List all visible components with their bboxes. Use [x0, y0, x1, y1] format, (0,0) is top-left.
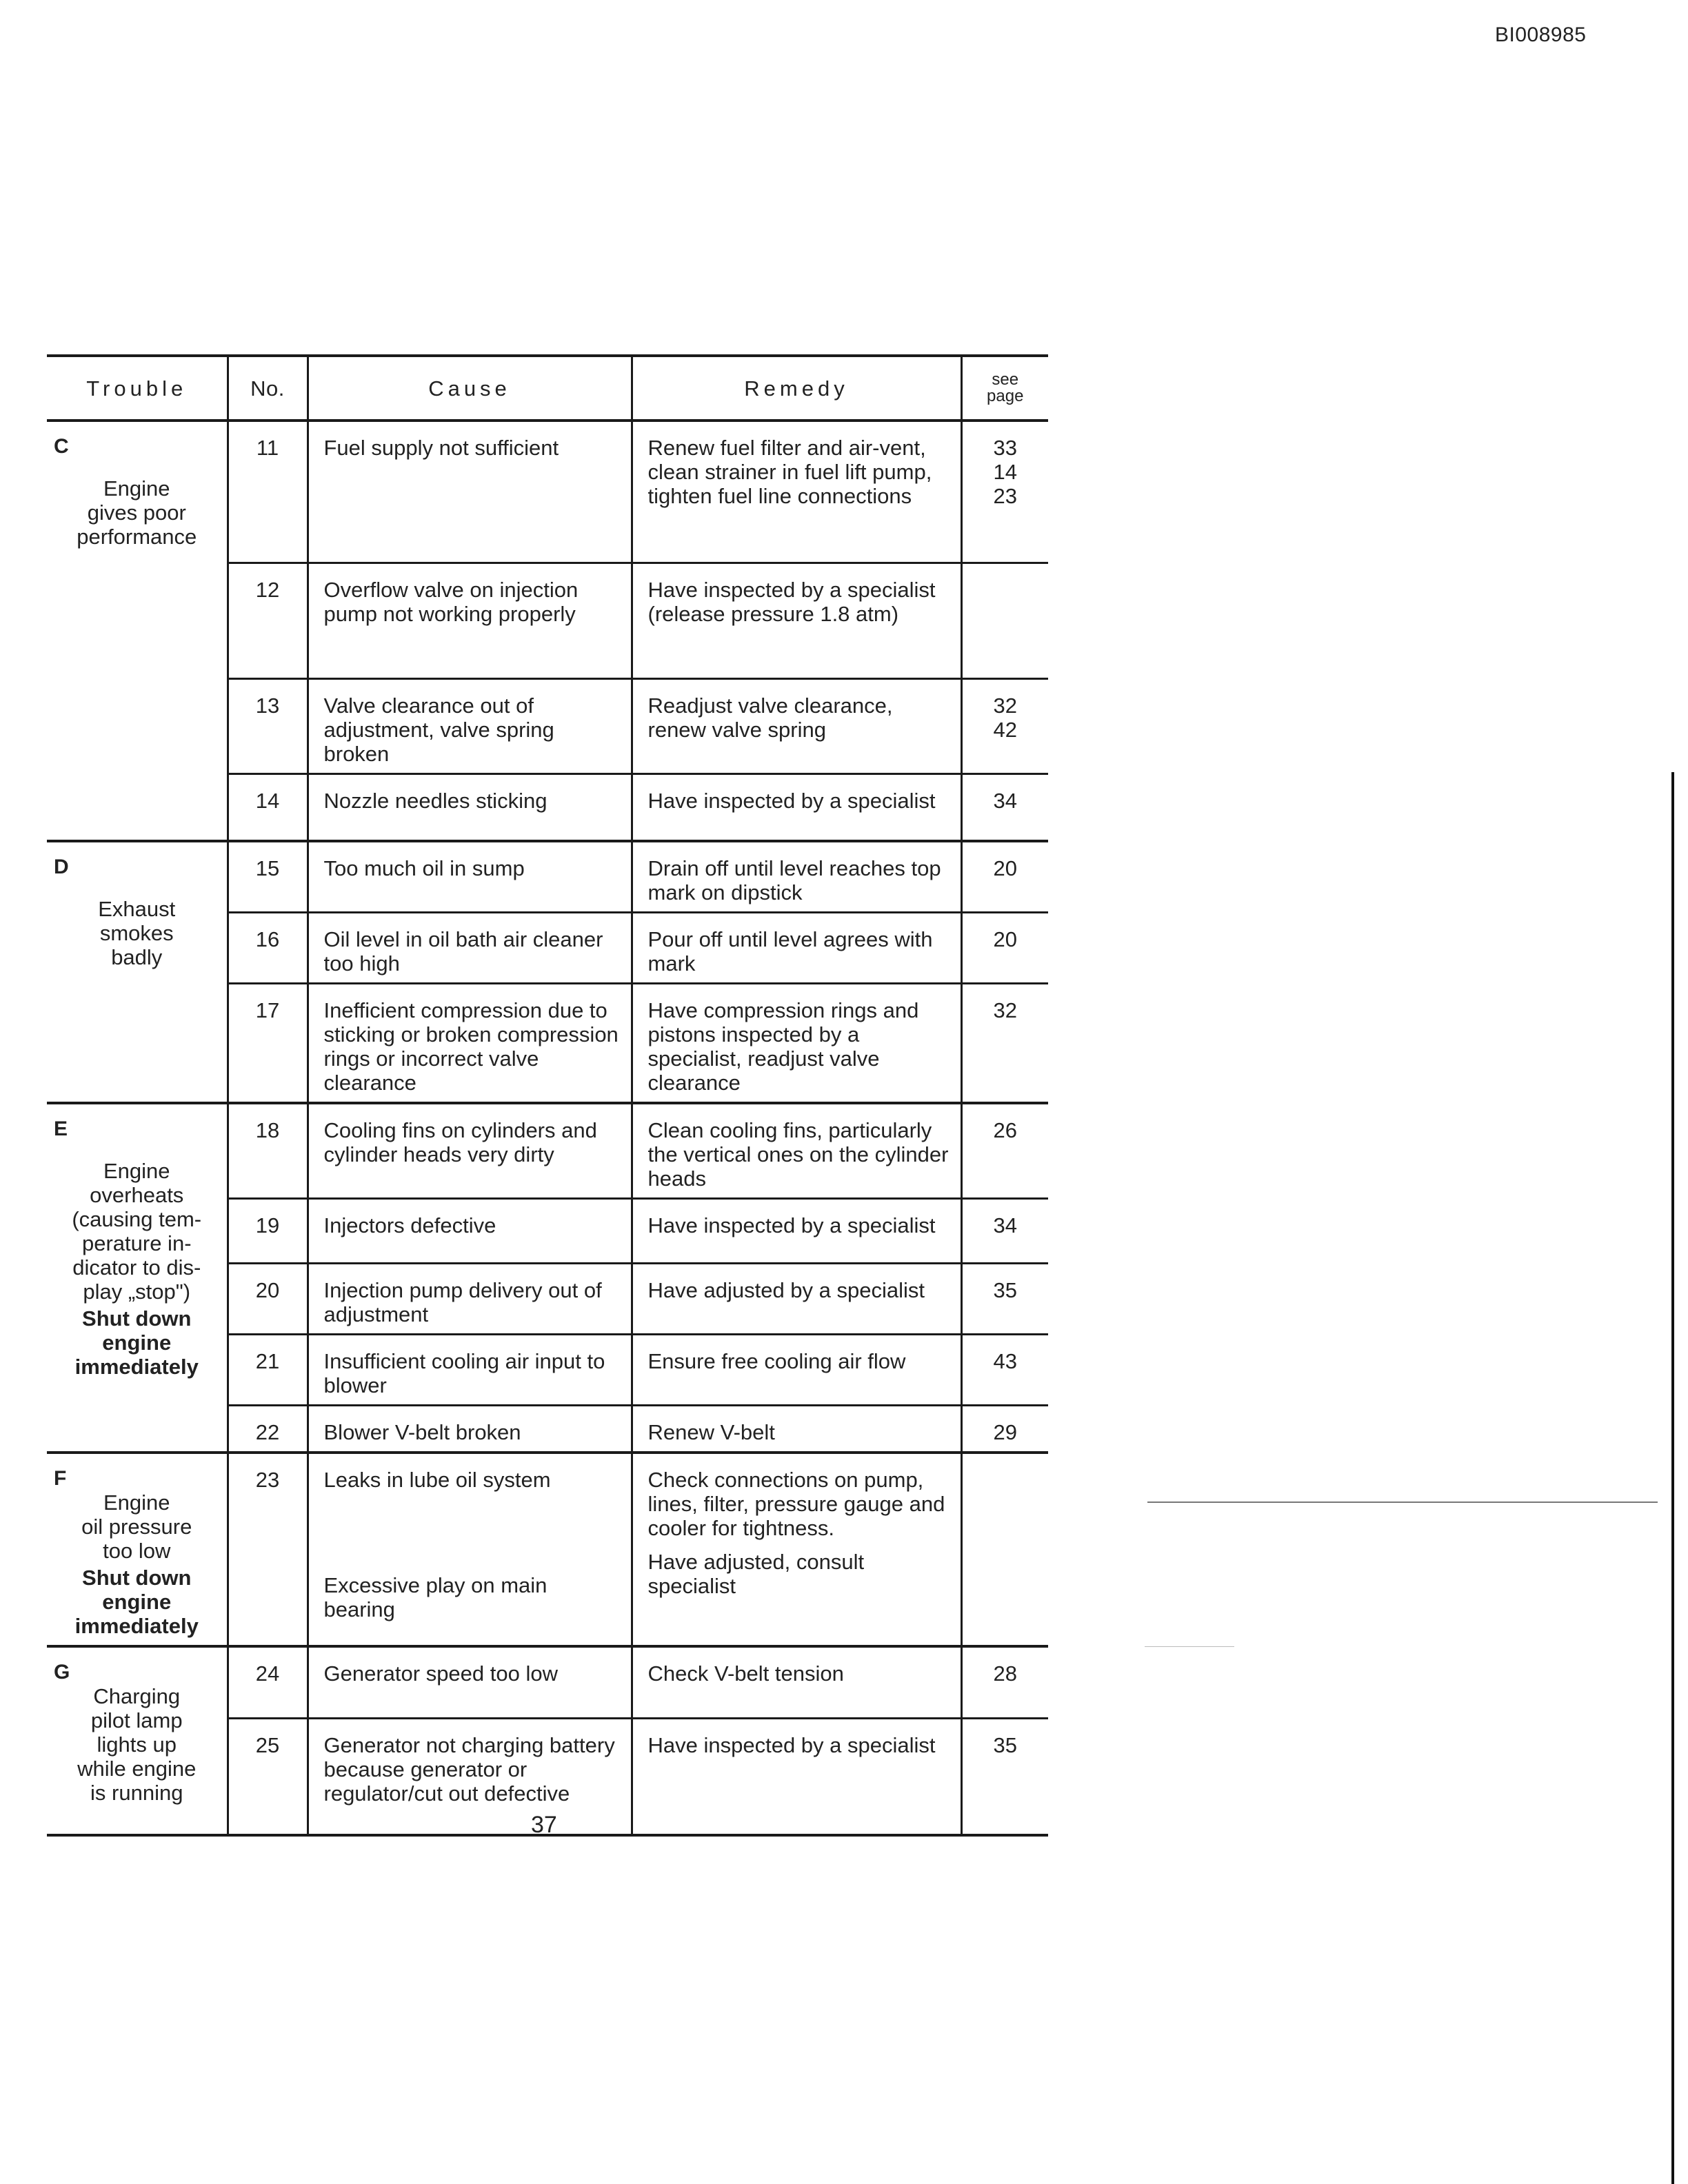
row-number: 13 [228, 678, 308, 774]
remedy-cell: Ensure free cooling air flow [632, 1335, 961, 1406]
cause-text: Leaks in lube oil system [323, 1468, 551, 1492]
row-number: 16 [228, 913, 308, 984]
document-id: BI008985 [1495, 23, 1587, 46]
see-page-cell [961, 421, 1048, 563]
group-description: Engine gives poor performance [77, 476, 197, 549]
cause-cell: Cooling fins on cylinders and cylinder heads very dirty [308, 1103, 632, 1199]
header-remedy: Remedy [632, 356, 961, 421]
cause-cell: Insufficient cooling air input to blower [308, 1335, 632, 1406]
remedy-text-secondary: Have adjusted, consult specialist [647, 1550, 865, 1598]
group-description: Engine oil pressure too low [81, 1490, 192, 1563]
troubleshooting-table [47, 354, 1048, 1837]
page-refs: 28 [993, 1661, 1017, 1686]
see-page-cell [961, 913, 1048, 984]
see-page-cell [961, 1199, 1048, 1264]
table-row [47, 1103, 1048, 1199]
page-refs: 29 [993, 1420, 1017, 1444]
see-page-cell [961, 1646, 1048, 1718]
header-see-page [961, 356, 1048, 421]
header-see-label: see [992, 370, 1019, 389]
page-refs: 33 14 23 [993, 436, 1017, 508]
page-number: 37 [531, 1812, 557, 1838]
trouble-group-f [47, 1453, 228, 1646]
see-page-cell [961, 1718, 1048, 1835]
remedy-cell: Have inspected by a specialist [632, 774, 961, 841]
see-page-cell [961, 1264, 1048, 1335]
cause-cell: Inefficient compression due to sticking or broken compression rings or incorrect valve clearance [308, 984, 632, 1104]
remedy-cell: Have adjusted by a specialist [632, 1264, 961, 1335]
remedy-cell: Renew V-belt [632, 1406, 961, 1453]
row-number: 23 [228, 1453, 308, 1646]
trouble-group-c [47, 421, 228, 841]
see-page-cell [961, 678, 1048, 774]
header-cause: Cause [308, 356, 632, 421]
cause-cell: Oil level in oil bath air cleaner too high [308, 913, 632, 984]
header-trouble: Trouble [47, 356, 228, 421]
row-number: 25 [228, 1718, 308, 1835]
page-refs: 35 [993, 1732, 1017, 1757]
see-page-cell [961, 841, 1048, 913]
page-refs: 34 [993, 788, 1017, 813]
group-letter: C [54, 435, 69, 458]
page-refs: 35 [993, 1278, 1017, 1302]
row-number: 11 [228, 421, 308, 563]
table-row [47, 1453, 1048, 1646]
see-page-cell [961, 1335, 1048, 1406]
remedy-cell: Check V-belt tension [632, 1646, 961, 1718]
scan-edge-line [1671, 772, 1674, 2184]
group-letter: G [54, 1661, 70, 1684]
header-no: No. [228, 356, 308, 421]
page-refs: 26 [993, 1118, 1017, 1142]
cause-cell: Blower V-belt broken [308, 1406, 632, 1453]
page-refs: 20 [993, 856, 1017, 880]
table-header-row [47, 356, 1048, 421]
see-page-cell [961, 984, 1048, 1104]
remedy-cell: Have inspected by a specialist (release pressure 1.8 atm) [632, 563, 961, 678]
cause-text-secondary: Excessive play on main bearing [323, 1573, 547, 1621]
row-number: 24 [228, 1646, 308, 1718]
cause-cell [308, 1453, 632, 1646]
scan-stray-dots [1145, 1646, 1234, 1647]
row-number: 18 [228, 1103, 308, 1199]
page-refs: 20 [993, 927, 1017, 951]
trouble-group-d [47, 841, 228, 1103]
cause-cell: Injection pump delivery out of adjustment [308, 1264, 632, 1335]
row-number: 15 [228, 841, 308, 913]
table-row [47, 421, 1048, 563]
see-page-cell [961, 1103, 1048, 1199]
page-refs: 43 [993, 1349, 1017, 1373]
shutdown-warning: Shut down engine immediately [74, 1566, 199, 1638]
group-description: Exhaust smokes badly [98, 897, 176, 969]
cause-cell: Injectors defective [308, 1199, 632, 1264]
page-refs: 32 [993, 998, 1017, 1022]
remedy-cell [632, 1453, 961, 1646]
group-letter: E [54, 1118, 68, 1140]
cause-cell: Overflow valve on injection pump not working properly [308, 563, 632, 678]
remedy-cell: Renew fuel filter and air-vent, clean strainer in fuel lift pump, tighten fuel line connections [632, 421, 961, 563]
remedy-cell: Readjust valve clearance, renew valve spring [632, 678, 961, 774]
remedy-text: Check connections on pump, lines, filter, pressure gauge and cooler for tightness. [647, 1468, 945, 1540]
trouble-group-g [47, 1646, 228, 1835]
see-page-cell [961, 1406, 1048, 1453]
cause-cell: Nozzle needles sticking [308, 774, 632, 841]
group-description: Engine overheats (causing tem- perature in- dicator to dis- play „stop") [72, 1159, 202, 1304]
trouble-group-e [47, 1103, 228, 1453]
see-page-cell [961, 1453, 1048, 1646]
table-row [47, 841, 1048, 913]
see-page-cell [961, 563, 1048, 678]
table-row [47, 1646, 1048, 1718]
cause-cell: Valve clearance out of adjustment, valve spring broken [308, 678, 632, 774]
remedy-cell: Drain off until level reaches top mark on dipstick [632, 841, 961, 913]
remedy-cell: Have inspected by a specialist [632, 1718, 961, 1835]
row-number: 21 [228, 1335, 308, 1406]
row-number: 12 [228, 563, 308, 678]
row-number: 22 [228, 1406, 308, 1453]
remedy-cell: Clean cooling fins, particularly the vertical ones on the cylinder heads [632, 1103, 961, 1199]
page-refs: 34 [993, 1213, 1017, 1237]
header-page-label: page [987, 387, 1024, 405]
group-description: Charging pilot lamp lights up while engine is running [77, 1684, 197, 1805]
remedy-cell: Pour off until level agrees with mark [632, 913, 961, 984]
cause-cell: Too much oil in sump [308, 841, 632, 913]
row-number: 20 [228, 1264, 308, 1335]
scan-stray-line [1147, 1502, 1658, 1503]
cause-cell: Fuel supply not sufficient [308, 421, 632, 563]
row-number: 17 [228, 984, 308, 1104]
remedy-cell: Have compression rings and pistons inspected by a specialist, readjust valve clearance [632, 984, 961, 1104]
remedy-cell: Have inspected by a specialist [632, 1199, 961, 1264]
group-letter: F [54, 1467, 67, 1490]
shutdown-warning: Shut down engine immediately [74, 1306, 199, 1379]
group-letter: D [54, 856, 69, 878]
cause-cell: Generator speed too low [308, 1646, 632, 1718]
cause-cell: Generator not charging battery because generator or regulator/cut out defective [308, 1718, 632, 1835]
row-number: 14 [228, 774, 308, 841]
see-page-cell [961, 774, 1048, 841]
row-number: 19 [228, 1199, 308, 1264]
page-refs: 32 42 [993, 693, 1017, 742]
